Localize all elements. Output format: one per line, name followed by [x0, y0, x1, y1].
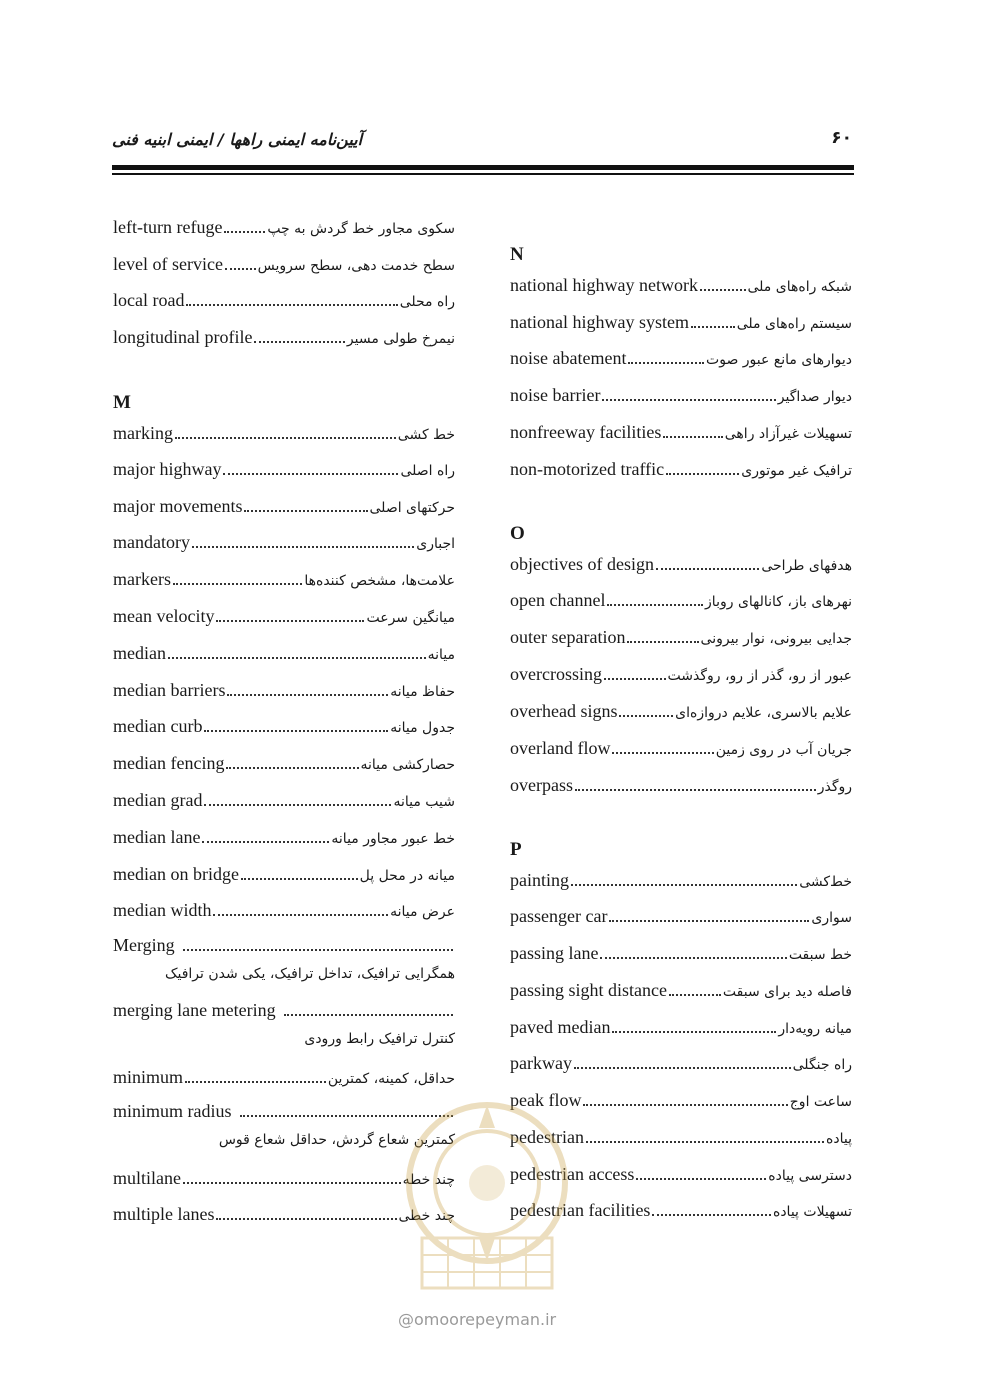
- header-rule-thick: [112, 165, 854, 170]
- glossary-entry: [113, 712, 455, 740]
- term-en: minimum: [113, 1067, 184, 1087]
- term-en: national highway network: [510, 275, 698, 295]
- term-fa: پیاده: [826, 1131, 852, 1147]
- term-fa: حرکتهای اصلی: [369, 500, 455, 516]
- page-number: ۶۰: [831, 128, 852, 148]
- term-en: peak flow: [510, 1090, 582, 1110]
- term-fa: نیمرخ طولی مسیر: [346, 331, 455, 347]
- glossary-entry: [510, 586, 852, 614]
- term-en: pedestrian: [510, 1127, 584, 1147]
- section-letter-p: P: [510, 839, 522, 860]
- glossary-entry: [510, 344, 852, 372]
- term-en: pedestrian access: [510, 1164, 635, 1184]
- term-fa: چند خطی: [398, 1208, 455, 1224]
- term-en: objectives of design: [510, 554, 654, 574]
- term-en: median fencing: [113, 753, 225, 773]
- term-en: multilane: [113, 1168, 181, 1188]
- term-en: outer separation: [510, 627, 626, 647]
- term-en: painting: [510, 870, 569, 890]
- term-fa: راه اصلی: [400, 463, 455, 479]
- term-en: paved median: [510, 1017, 611, 1037]
- glossary-entry: [510, 771, 852, 799]
- glossary-entry: [113, 676, 455, 704]
- glossary-entry: [113, 749, 455, 777]
- glossary-entry: [510, 455, 852, 483]
- term-en: median grad: [113, 790, 203, 810]
- term-fa: ترافیک غیر موتوری: [741, 463, 852, 479]
- glossary-entry: [510, 866, 852, 894]
- glossary-entry: [510, 623, 852, 651]
- term-fa: سیستم راه‌های ملی: [736, 316, 852, 332]
- glossary-entry: [113, 860, 455, 888]
- running-title: آیین‌نامه ایمنی راهها / ایمنی ابنیه فنی: [112, 130, 363, 149]
- watermark-text: @omoorepeyman.ir: [398, 1310, 557, 1329]
- glossary-entry: [510, 902, 852, 930]
- term-fa: اجباری: [416, 536, 455, 552]
- term-en: nonfreeway facilities: [510, 422, 662, 442]
- term-fa: حداقل، کمینه، کمترین: [327, 1071, 455, 1087]
- term-fa: راه محلی: [399, 294, 455, 310]
- term-en: median barriers: [113, 680, 226, 700]
- term-fa: علایم بالاسری، علایم دروازه‌ای: [675, 705, 852, 721]
- glossary-entry: [510, 308, 852, 336]
- term-fa: ساعت اوج: [789, 1094, 852, 1110]
- term-en: overpass: [510, 775, 573, 795]
- term-en: local road: [113, 290, 185, 310]
- term-fa: خط عبور مجاور میانه: [331, 831, 455, 847]
- term-en: mandatory: [113, 532, 190, 552]
- glossary-entry: [510, 1049, 852, 1077]
- glossary-entry: [510, 271, 852, 299]
- term-en: median: [113, 643, 166, 663]
- watermark-logo-icon: [392, 1088, 582, 1308]
- term-en: mean velocity: [113, 606, 215, 626]
- glossary-entry: [510, 976, 852, 1004]
- glossary-entry: [113, 323, 455, 351]
- term-fa: دیوارهای مانع عبور صوت: [706, 352, 852, 368]
- term-en: noise abatement: [510, 348, 627, 368]
- term-en: median on bridge: [113, 864, 239, 884]
- term-fa: کمترین شعاع گردش، حداقل شعاع قوس: [218, 1132, 455, 1148]
- term-fa: تسهیلات پیاده: [772, 1204, 852, 1220]
- glossary-entry: [113, 492, 455, 520]
- term-en: passing sight distance: [510, 980, 667, 1000]
- glossary-entry-multiline: [113, 996, 455, 1054]
- term-en: non-motorized traffic: [510, 459, 665, 479]
- term-fa: میانه رویه‌دار: [778, 1021, 852, 1037]
- term-fa: سواری: [811, 910, 852, 926]
- glossary-entry: [510, 1013, 852, 1041]
- term-fa: میانگین سرعت: [366, 610, 455, 626]
- term-fa: راه جنگلی: [792, 1057, 852, 1073]
- term-fa: دیوار صداگیر: [777, 389, 852, 405]
- term-en: longitudinal profile: [113, 327, 253, 347]
- term-fa: دسترسی پیاده: [768, 1168, 852, 1184]
- term-fa: علامت‌ها، مشخص کننده‌ها: [304, 573, 455, 589]
- term-en: Merging: [113, 935, 175, 955]
- term-fa: کنترل ترافیک رابط ورودی: [304, 1031, 455, 1047]
- term-fa: عبور از رو، گذر از رو، روگذشت: [667, 668, 852, 684]
- term-en: level of service: [113, 254, 223, 274]
- term-en: markers: [113, 569, 171, 589]
- term-fa: جدول میانه: [390, 720, 455, 736]
- glossary-entry-multiline: [113, 931, 455, 989]
- glossary-entry: [113, 419, 455, 447]
- glossary-entry: [510, 939, 852, 967]
- term-en: overland flow: [510, 738, 611, 758]
- glossary-entry: [510, 418, 852, 446]
- glossary-entry: [510, 697, 852, 725]
- glossary-entry: [113, 565, 455, 593]
- glossary-entry: [113, 896, 455, 924]
- section-letter-n: N: [510, 244, 524, 265]
- term-en: merging lane metering: [113, 1000, 276, 1020]
- term-en: multiple lanes: [113, 1204, 215, 1224]
- term-en: parkway: [510, 1053, 572, 1073]
- glossary-entry: [510, 550, 852, 578]
- term-fa: حفاظ میانه: [390, 684, 455, 700]
- glossary-entry: [113, 455, 455, 483]
- glossary-entry: [113, 213, 455, 241]
- glossary-entry: [113, 602, 455, 630]
- term-en: pedestrian facilities: [510, 1200, 651, 1220]
- term-fa: خط‌کشی: [799, 874, 852, 890]
- term-en: median curb: [113, 716, 203, 736]
- term-fa: نهرهای باز، کانالهای روباز: [705, 594, 852, 610]
- term-fa: تسهیلات غیرآزاد راهی: [724, 426, 852, 442]
- term-fa: شبکه راه‌های ملی: [747, 279, 852, 295]
- term-fa: خط کشی: [397, 427, 455, 443]
- section-letter-o: O: [510, 523, 525, 544]
- glossary-entry: [113, 786, 455, 814]
- glossary-entry: [113, 286, 455, 314]
- term-fa: روگذر: [817, 779, 852, 795]
- term-fa: چند خطه: [402, 1172, 455, 1188]
- term-fa: عرض میانه: [390, 904, 455, 920]
- term-fa: سکوی مجاور خط گردش به چپ: [267, 221, 455, 237]
- term-fa: هدفهای طراحی: [761, 558, 852, 574]
- header-rule-thin: [112, 173, 854, 175]
- term-fa: خط سبقت: [788, 947, 852, 963]
- glossary-entry: [113, 639, 455, 667]
- term-en: major highway: [113, 459, 222, 479]
- glossary-entry: [510, 734, 852, 762]
- term-fa: شیب میانه: [393, 794, 455, 810]
- term-fa: میانه: [427, 647, 455, 663]
- term-en: overhead signs: [510, 701, 618, 721]
- term-en: open channel: [510, 590, 606, 610]
- glossary-entry: [113, 1063, 455, 1091]
- glossary-entry: [113, 528, 455, 556]
- term-fa: همگرایی ترافیک، تداخل ترافیک، یکی شدن ترافیک: [164, 966, 455, 982]
- term-fa: حصارکشی میانه: [360, 757, 455, 773]
- term-fa: میانه در محل پل: [359, 868, 455, 884]
- term-fa: سطح خدمت دهی، سطح سرویس: [257, 258, 455, 274]
- glossary-entry: [113, 250, 455, 278]
- section-letter-m: M: [113, 392, 131, 413]
- term-en: minimum radius: [113, 1101, 232, 1121]
- glossary-entry: [510, 660, 852, 688]
- glossary-entry: [510, 381, 852, 409]
- term-en: major movements: [113, 496, 243, 516]
- term-en: left-turn refuge: [113, 217, 223, 237]
- term-en: overcrossing: [510, 664, 602, 684]
- term-fa: جریان آب در روی زمین: [715, 742, 852, 758]
- term-en: passing lane: [510, 943, 599, 963]
- term-en: passenger car: [510, 906, 608, 926]
- term-en: marking: [113, 423, 173, 443]
- term-fa: فاصله دید برای سبقت: [722, 984, 852, 1000]
- term-en: median lane: [113, 827, 201, 847]
- term-en: noise barrier: [510, 385, 601, 405]
- term-en: national highway system: [510, 312, 689, 332]
- page-header: [112, 128, 854, 158]
- term-fa: جدایی بیرونی، نوار بیرونی: [700, 631, 852, 647]
- glossary-entry: [113, 823, 455, 851]
- term-en: median width: [113, 900, 212, 920]
